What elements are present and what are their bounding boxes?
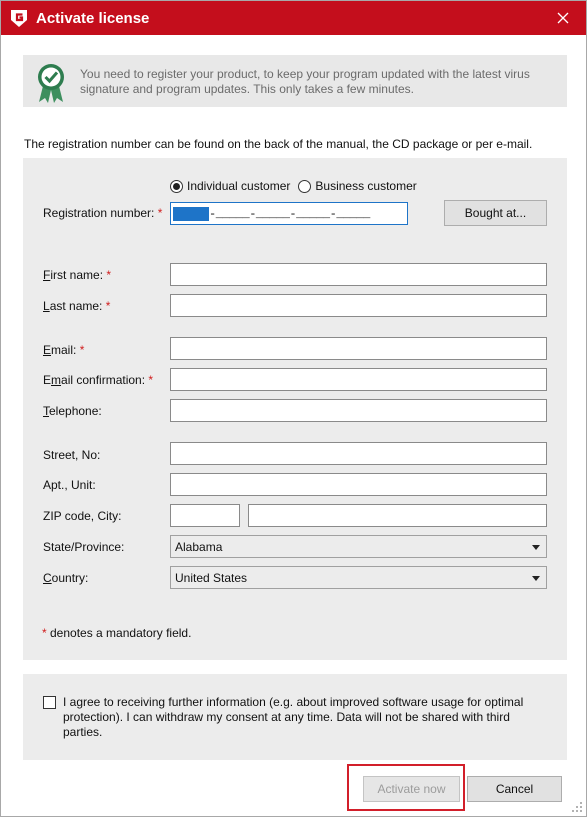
zip-city-label: ZIP code, City: — [43, 509, 122, 523]
registration-number-mask: -_____-_____-_____-_____ — [209, 206, 370, 221]
banner-message: You need to register your product, to keep your program updated with the latest virus signature and program updates. This only takes a few minutes. — [80, 67, 530, 96]
required-asterisk: * — [106, 268, 112, 282]
registration-form — [23, 158, 567, 660]
required-asterisk: * — [79, 343, 85, 357]
window-title: Activate license — [36, 10, 150, 27]
state-select[interactable] — [170, 535, 547, 558]
consent-checkbox[interactable] — [43, 696, 56, 709]
radio-selected-indicator — [170, 180, 183, 193]
telephone-input[interactable] — [170, 399, 547, 422]
consent-text: I agree to receiving further information (e.g. about improved software usage for optimal protection). I can withdraw my consent at any time. Data will not be shared with third parties. — [63, 695, 524, 739]
zip-code-input[interactable] — [170, 504, 240, 527]
first-name-input[interactable] — [170, 263, 547, 286]
street-label: Street, No: — [43, 448, 101, 462]
customer-type-group — [170, 179, 425, 193]
apt-input[interactable] — [170, 473, 547, 496]
mandatory-field-note: * denotes a mandatory field. — [42, 626, 192, 640]
individual-customer-radio[interactable] — [170, 179, 290, 193]
title-bar — [1, 1, 586, 35]
business-customer-radio[interactable] — [298, 179, 416, 193]
individual-customer-label: Individual customer — [187, 179, 291, 193]
telephone-label: Telephone: — [43, 404, 102, 418]
email-label: Email: * — [43, 343, 85, 357]
country-select[interactable] — [170, 566, 547, 589]
email-input[interactable] — [170, 337, 547, 360]
required-asterisk: * — [148, 373, 154, 387]
close-icon — [557, 12, 569, 24]
country-label: Country: — [43, 571, 89, 585]
city-input[interactable] — [248, 504, 547, 527]
info-banner — [23, 55, 567, 107]
gdata-logo-icon — [9, 8, 29, 28]
apt-label: Apt., Unit: — [43, 478, 96, 492]
first-name-label: First name: * — [43, 268, 112, 282]
country-selected-value: United States — [175, 571, 248, 585]
chevron-down-icon — [532, 576, 540, 581]
selected-segment — [173, 207, 209, 221]
registration-hint: The registration number can be found on the back of the manual, the CD package or per e-mail. — [24, 137, 533, 151]
cancel-button[interactable]: Cancel — [467, 776, 562, 802]
state-label: State/Province: — [43, 540, 125, 554]
consent-panel — [23, 674, 567, 760]
email-confirmation-input[interactable] — [170, 368, 547, 391]
registration-number-input[interactable] — [170, 202, 408, 225]
radio-unselected-indicator — [298, 180, 311, 193]
last-name-input[interactable] — [170, 294, 547, 317]
business-customer-label: Business customer — [315, 179, 417, 193]
bought-at-button[interactable]: Bought at... — [444, 200, 547, 226]
activate-now-button[interactable]: Activate now — [363, 776, 460, 802]
state-selected-value: Alabama — [175, 540, 223, 554]
award-checkmark-icon — [33, 62, 69, 104]
required-asterisk: * — [105, 299, 111, 313]
resize-grip-icon[interactable] — [571, 801, 583, 813]
required-asterisk: * — [157, 206, 163, 220]
close-button[interactable] — [540, 1, 586, 35]
registration-number-label: Registration number: * — [43, 206, 163, 220]
last-name-label: Last name: * — [43, 299, 111, 313]
chevron-down-icon — [532, 545, 540, 550]
street-input[interactable] — [170, 442, 547, 465]
email-confirmation-label: Email confirmation: * — [43, 373, 154, 387]
